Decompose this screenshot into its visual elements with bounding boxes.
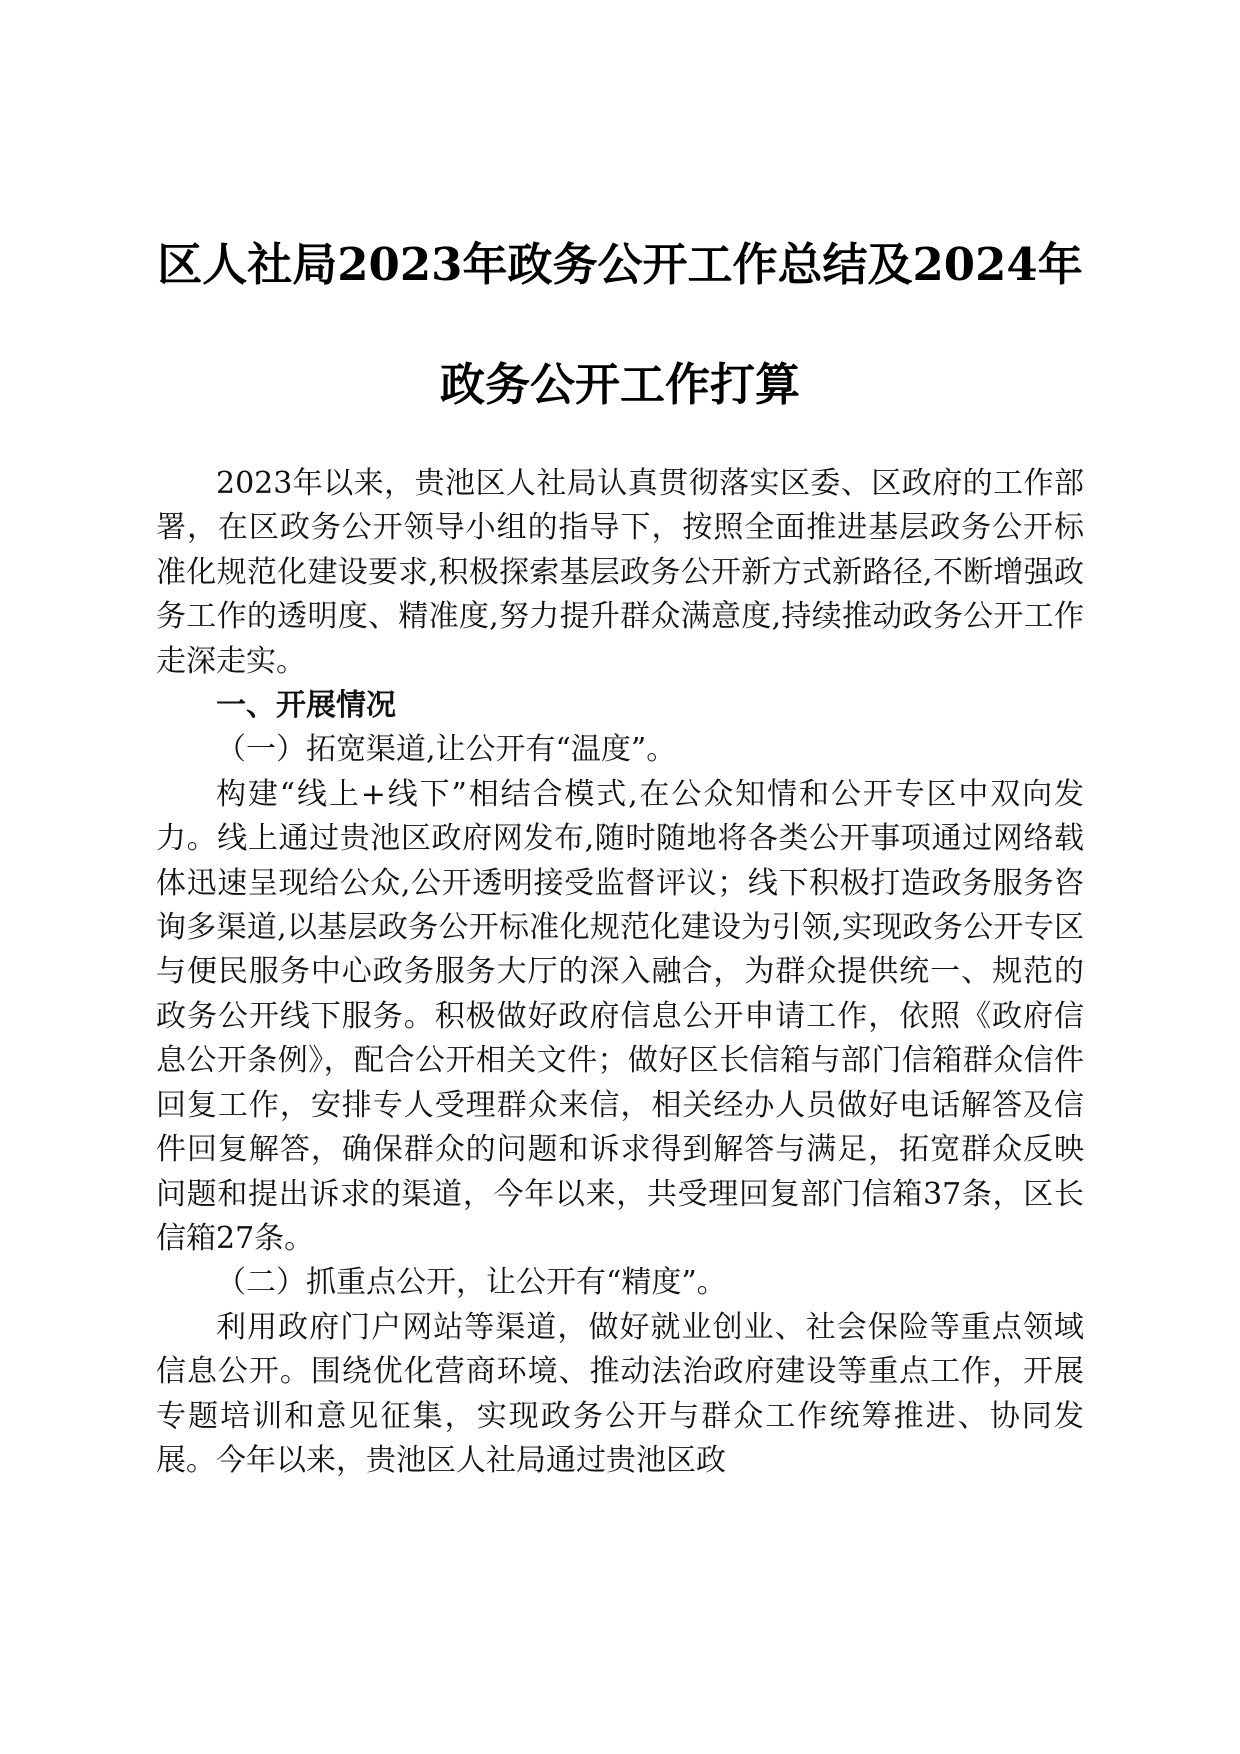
document-title-line-2: 政务公开工作打算	[439, 358, 800, 411]
section-heading-1: 一、开展情况	[216, 688, 396, 724]
intro-paragraph: 2023年以来，贵池区人社局认真贯彻落实区委、区政府的工作部署，在区政务公开领导小组的指导下，按照全面推进基层政务公开标准化规范化建设要求,积极探索基层政务公开新方式新路径,不断增强政务工作的透明度、精准度,努力提升群众满意度,持续推动政务公开工作走深走实。	[156, 466, 1084, 679]
body-paragraph-1: 构建“线上+线下”相结合模式,在公众知情和公开专区中双向发力。线上通过贵池区政府网发布,随时随地将各类公开事项通过网络载体迅速呈现给公众,公开透明接受监督评议；线下积极打造政务服务咨询多渠道,以基层政务公开标准化规范化建设为引领,实现政务公开专区与便民服务中心政务服务大厅的深入融合，为群众提供统一、规范的政务公开线下服务。积极做好政府信息公开申请工作，依照《政府信息公开条例》，配合公开相关文件；做好区长信箱与部门信箱群众信件回复工作，安排专人受理群众来信，相关经办人员做好电话解答及信件回复解答，确保群众的问题和诉求得到解答与满足，拓宽群众反映问题和提出诉求的渠道，今年以来，共受理回复部门信箱37条，区长信箱27条。	[156, 776, 1084, 1256]
document-body	[156, 462, 1084, 1483]
subsection-heading-1: （一）拓宽渠道,让公开有“温度”。	[216, 732, 677, 768]
subsection-heading-2: （二）抓重点公开，让公开有“精度”。	[216, 1265, 727, 1301]
body-paragraph-2: 利用政府门户网站等渠道，做好就业创业、社会保险等重点领域信息公开。围绕优化营商环境、推动法治政府建设等重点工作，开展专题培训和意见征集，实现政务公开与群众工作统筹推进、协同发展。今年以来，贵池区人社局通过贵池区政	[156, 1309, 1084, 1478]
document-title-line-1: 区人社局2023年政务公开工作总结及2024年	[157, 238, 1083, 291]
